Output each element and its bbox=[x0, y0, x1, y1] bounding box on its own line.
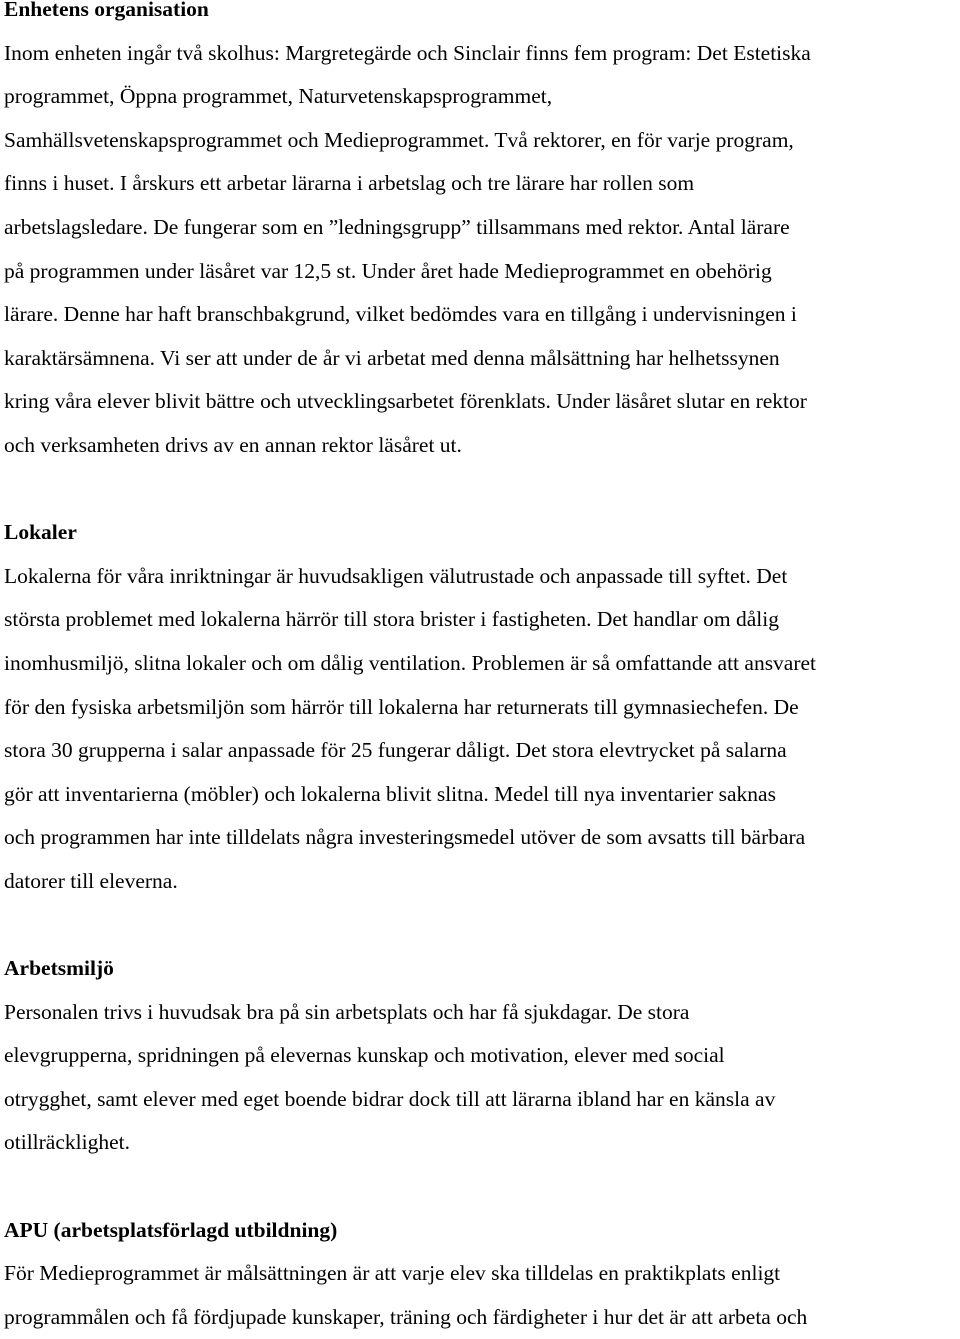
section-heading: Arbetsmiljö bbox=[4, 956, 114, 981]
document-page bbox=[4, 0, 960, 1339]
section-spacer bbox=[4, 903, 960, 947]
text-line: otrygghet, samt elever med eget boende bidrar dock till att lärarna ibland har en känsla av bbox=[4, 1086, 776, 1111]
text-line: och verksamheten drivs av en annan rektor läsåret ut. bbox=[4, 432, 462, 457]
text-line: elevgrupperna, spridningen på elevernas kunskap och motivation, elever med social bbox=[4, 1043, 725, 1068]
text-line: otillräcklighet. bbox=[4, 1130, 130, 1155]
text-line: finns i huset. I årskurs ett arbetar lärarna i arbetslag och tre lärare har rollen som bbox=[4, 171, 695, 196]
text-line: gör att inventarierna (möbler) och lokalerna blivit slitna. Medel till nya inventarier saknas bbox=[4, 781, 776, 806]
text-line: största problemet med lokalerna härrör till stora brister i fastigheten. Det handlar om dålig bbox=[4, 607, 779, 632]
section-body bbox=[4, 32, 960, 468]
section-heading: Lokaler bbox=[4, 520, 77, 545]
section-enhetens-organisation bbox=[4, 0, 960, 468]
text-line: datorer till eleverna. bbox=[4, 868, 178, 893]
section-spacer bbox=[4, 1165, 960, 1209]
section-lokaler bbox=[4, 511, 960, 903]
section-heading: Enhetens organisation bbox=[4, 0, 209, 21]
section-arbetsmiljo bbox=[4, 947, 960, 1165]
text-line: inomhusmiljö, slitna lokaler och om dålig ventilation. Problemen är så omfattande att ansvaret bbox=[4, 650, 817, 675]
text-line: och programmen har inte tilldelats några investeringsmedel utöver de som avsatts till bärbara bbox=[4, 825, 806, 850]
section-heading: APU (arbetsplatsförlagd utbildning) bbox=[4, 1217, 338, 1242]
section-body bbox=[4, 1252, 960, 1339]
text-line: arbetslagsledare. De fungerar som en ”ledningsgrupp” tillsammans med rektor. Antal lärare bbox=[4, 214, 790, 239]
text-line: programmet, Öppna programmet, Naturvetenskapsprogrammet, bbox=[4, 84, 553, 109]
section-apu bbox=[4, 1209, 960, 1339]
text-line: för den fysiska arbetsmiljön som härrör till lokalerna har returnerats till gymnasiechefen. De bbox=[4, 694, 799, 719]
text-line: på programmen under läsåret var 12,5 st. Under året hade Medieprogrammet en obehörig bbox=[4, 258, 772, 283]
text-line: Personalen trivs i huvudsak bra på sin arbetsplats och har få sjukdagar. De stora bbox=[4, 999, 690, 1024]
text-line: lärare. Denne har haft branschbakgrund, vilket bedömdes vara en tillgång i undervisningen i bbox=[4, 302, 797, 327]
text-line: kring våra elever blivit bättre och utvecklingsarbetet förenklats. Under läsåret slutar en rektor bbox=[4, 389, 807, 414]
text-line: programmålen och få fördjupade kunskaper, träning och färdigheter i hur det är att arbeta och bbox=[4, 1304, 808, 1329]
text-line: Inom enheten ingår två skolhus: Margretegärde och Sinclair finns fem program: Det Estetiska bbox=[4, 40, 811, 65]
section-spacer bbox=[4, 468, 960, 512]
text-line: Samhällsvetenskapsprogrammet och Medieprogrammet. Två rektorer, en för varje program, bbox=[4, 127, 794, 152]
text-line: För Medieprogrammet är målsättningen är att varje elev ska tilldelas en praktikplats enligt bbox=[4, 1261, 781, 1286]
text-line: Lokalerna för våra inriktningar är huvudsakligen välutrustade och anpassade till syftet. Det bbox=[4, 563, 788, 588]
text-line: karaktärsämnena. Vi ser att under de år vi arbetat med denna målsättning har helhetssynen bbox=[4, 345, 780, 370]
section-body bbox=[4, 555, 960, 904]
section-body bbox=[4, 991, 960, 1165]
text-line: stora 30 grupperna i salar anpassade för 25 fungerar dåligt. Det stora elevtrycket på salarna bbox=[4, 738, 787, 763]
